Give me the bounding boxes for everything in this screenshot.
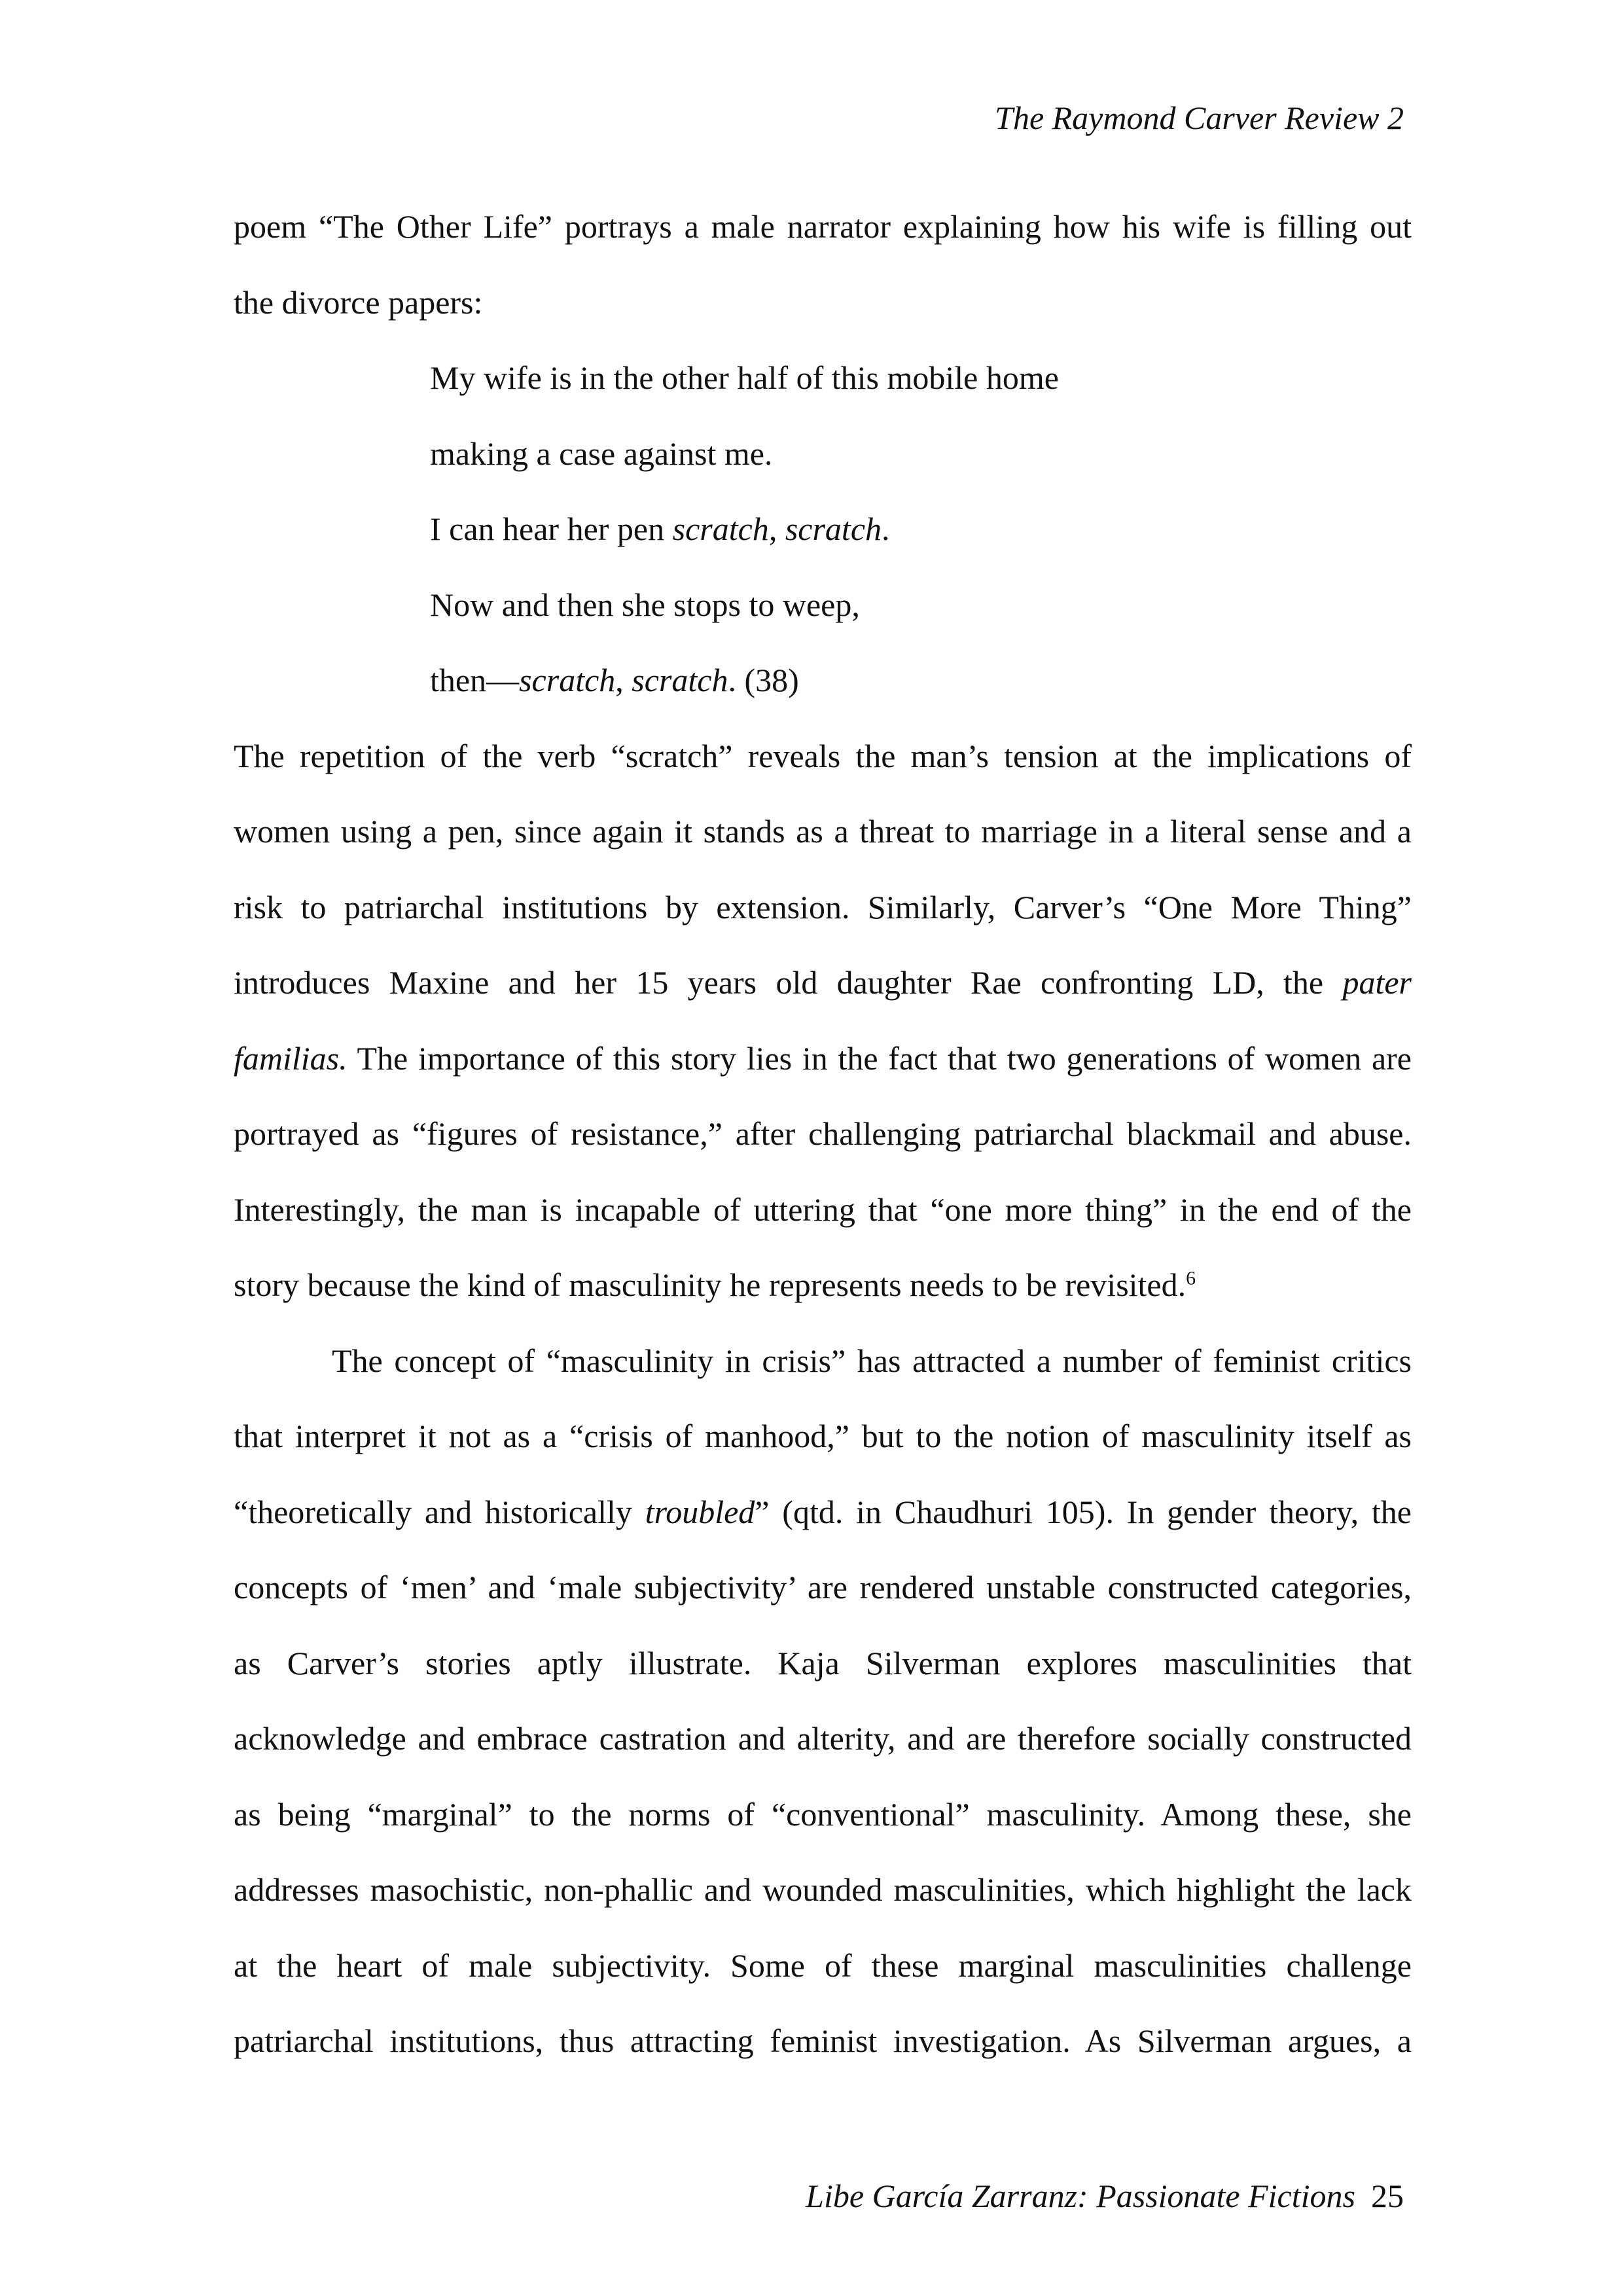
- paragraph-text: The importance of this story lies in the fact that two generations of women are: [347, 1039, 1412, 1077]
- quote-text: then—: [430, 662, 520, 698]
- paragraph-2-line: [234, 945, 1412, 1021]
- paragraph-italic-text: troubled: [645, 1493, 755, 1530]
- body-text: [234, 189, 1412, 2079]
- paragraph-3-line: patriarchal institutions, thus attracting feminist investigation. As Silverman argues, a: [234, 2022, 1412, 2059]
- paragraph-2-line: risk to patriarchal institutions by extension. Similarly, Carver’s “One More Thing”: [234, 888, 1412, 925]
- quote-italic-text: scratch: [519, 662, 616, 698]
- paragraph-3-line: that interpret it not as a “crisis of manhood,” but to the notion of masculinity itself as: [234, 1418, 1412, 1454]
- quote-italic-text: scratch: [785, 511, 882, 547]
- paragraph-text: ” (qtd. in Chaudhuri 105). In gender theory, the: [755, 1493, 1412, 1530]
- paragraph-3-line: concepts of ‘men’ and ‘male subjectivity’ are rendered unstable constructed categories,: [234, 1569, 1412, 1605]
- quote-italic-text: scratch: [672, 511, 769, 547]
- quote-text: I can hear her pen: [430, 511, 673, 547]
- paragraph-1-line: poem “The Other Life” portrays a male narrator explaining how his wife is filling out: [234, 208, 1412, 245]
- block-quote-line: Now and then she stops to weep,: [430, 586, 860, 623]
- quote-text: . (38): [728, 662, 799, 698]
- paragraph-2-line: [234, 1021, 1412, 1097]
- paragraph-2-line: women using a pen, since again it stands as a threat to marriage in a literal sense and a: [234, 813, 1412, 850]
- paragraph-2-line: [234, 1247, 1412, 1323]
- footer-journal: Libe García Zarranz: Passionate Fictions: [806, 2178, 1355, 2214]
- paragraph-3-line: as Carver’s stories aptly illustrate. Kaja Silverman explores masculinities that: [234, 1644, 1412, 1681]
- paragraph-italic-text: pater: [1342, 964, 1412, 1001]
- quote-text: ,: [615, 662, 632, 698]
- paragraph-3-line: acknowledge and embrace castration and alterity, and are therefore socially constructed: [234, 1720, 1412, 1757]
- block-quote-line: [234, 492, 1412, 567]
- paragraph-3-line: [234, 1475, 1412, 1551]
- paragraph-3-line: as being “marginal” to the norms of “conventional” masculinity. Among these, she: [234, 1795, 1412, 1833]
- block-quote-line: My wife is in the other half of this mobile home: [430, 359, 1059, 396]
- block-quote-line: [234, 643, 1412, 719]
- paragraph-3-line: addresses masochistic, non-phallic and wounded masculinities, which highlight the lack: [234, 1871, 1412, 1908]
- paragraph-2-line: portrayed as “figures of resistance,” after challenging patriarchal blackmail and abuse.: [234, 1115, 1412, 1152]
- footnote-reference[interactable]: 6: [1186, 1267, 1196, 1289]
- block-quote-line: making a case against me.: [430, 435, 773, 472]
- paragraph-3-line: The concept of “masculinity in crisis” has attracted a number of feminist critics: [332, 1342, 1412, 1379]
- paragraph-text: introduces Maxine and her 15 years old daughter Rae confronting LD, the: [234, 964, 1343, 1001]
- quote-text: ,: [768, 511, 785, 547]
- paragraph-italic-text: familias.: [234, 1039, 348, 1077]
- quote-text: .: [882, 511, 890, 547]
- paragraph-2-line: Interestingly, the man is incapable of uttering that “one more thing” in the end of the: [234, 1191, 1412, 1228]
- paragraph-3-line: at the heart of male subjectivity. Some of these marginal masculinities challenge: [234, 1946, 1412, 1984]
- page-number: 25: [1371, 2178, 1404, 2214]
- paragraph-1-line: the divorce papers:: [234, 283, 483, 321]
- page-footer: [806, 2176, 1404, 2215]
- paragraph-text: “theoretically and historically: [234, 1493, 645, 1530]
- quote-italic-text: scratch: [632, 662, 728, 698]
- running-head: The Raymond Carver Review 2: [995, 99, 1404, 136]
- paragraph-text: story because the kind of masculinity he represents needs to be revisited.: [234, 1266, 1186, 1303]
- paragraph-2-line: The repetition of the verb “scratch” reveals the man’s tension at the implications of: [234, 737, 1412, 774]
